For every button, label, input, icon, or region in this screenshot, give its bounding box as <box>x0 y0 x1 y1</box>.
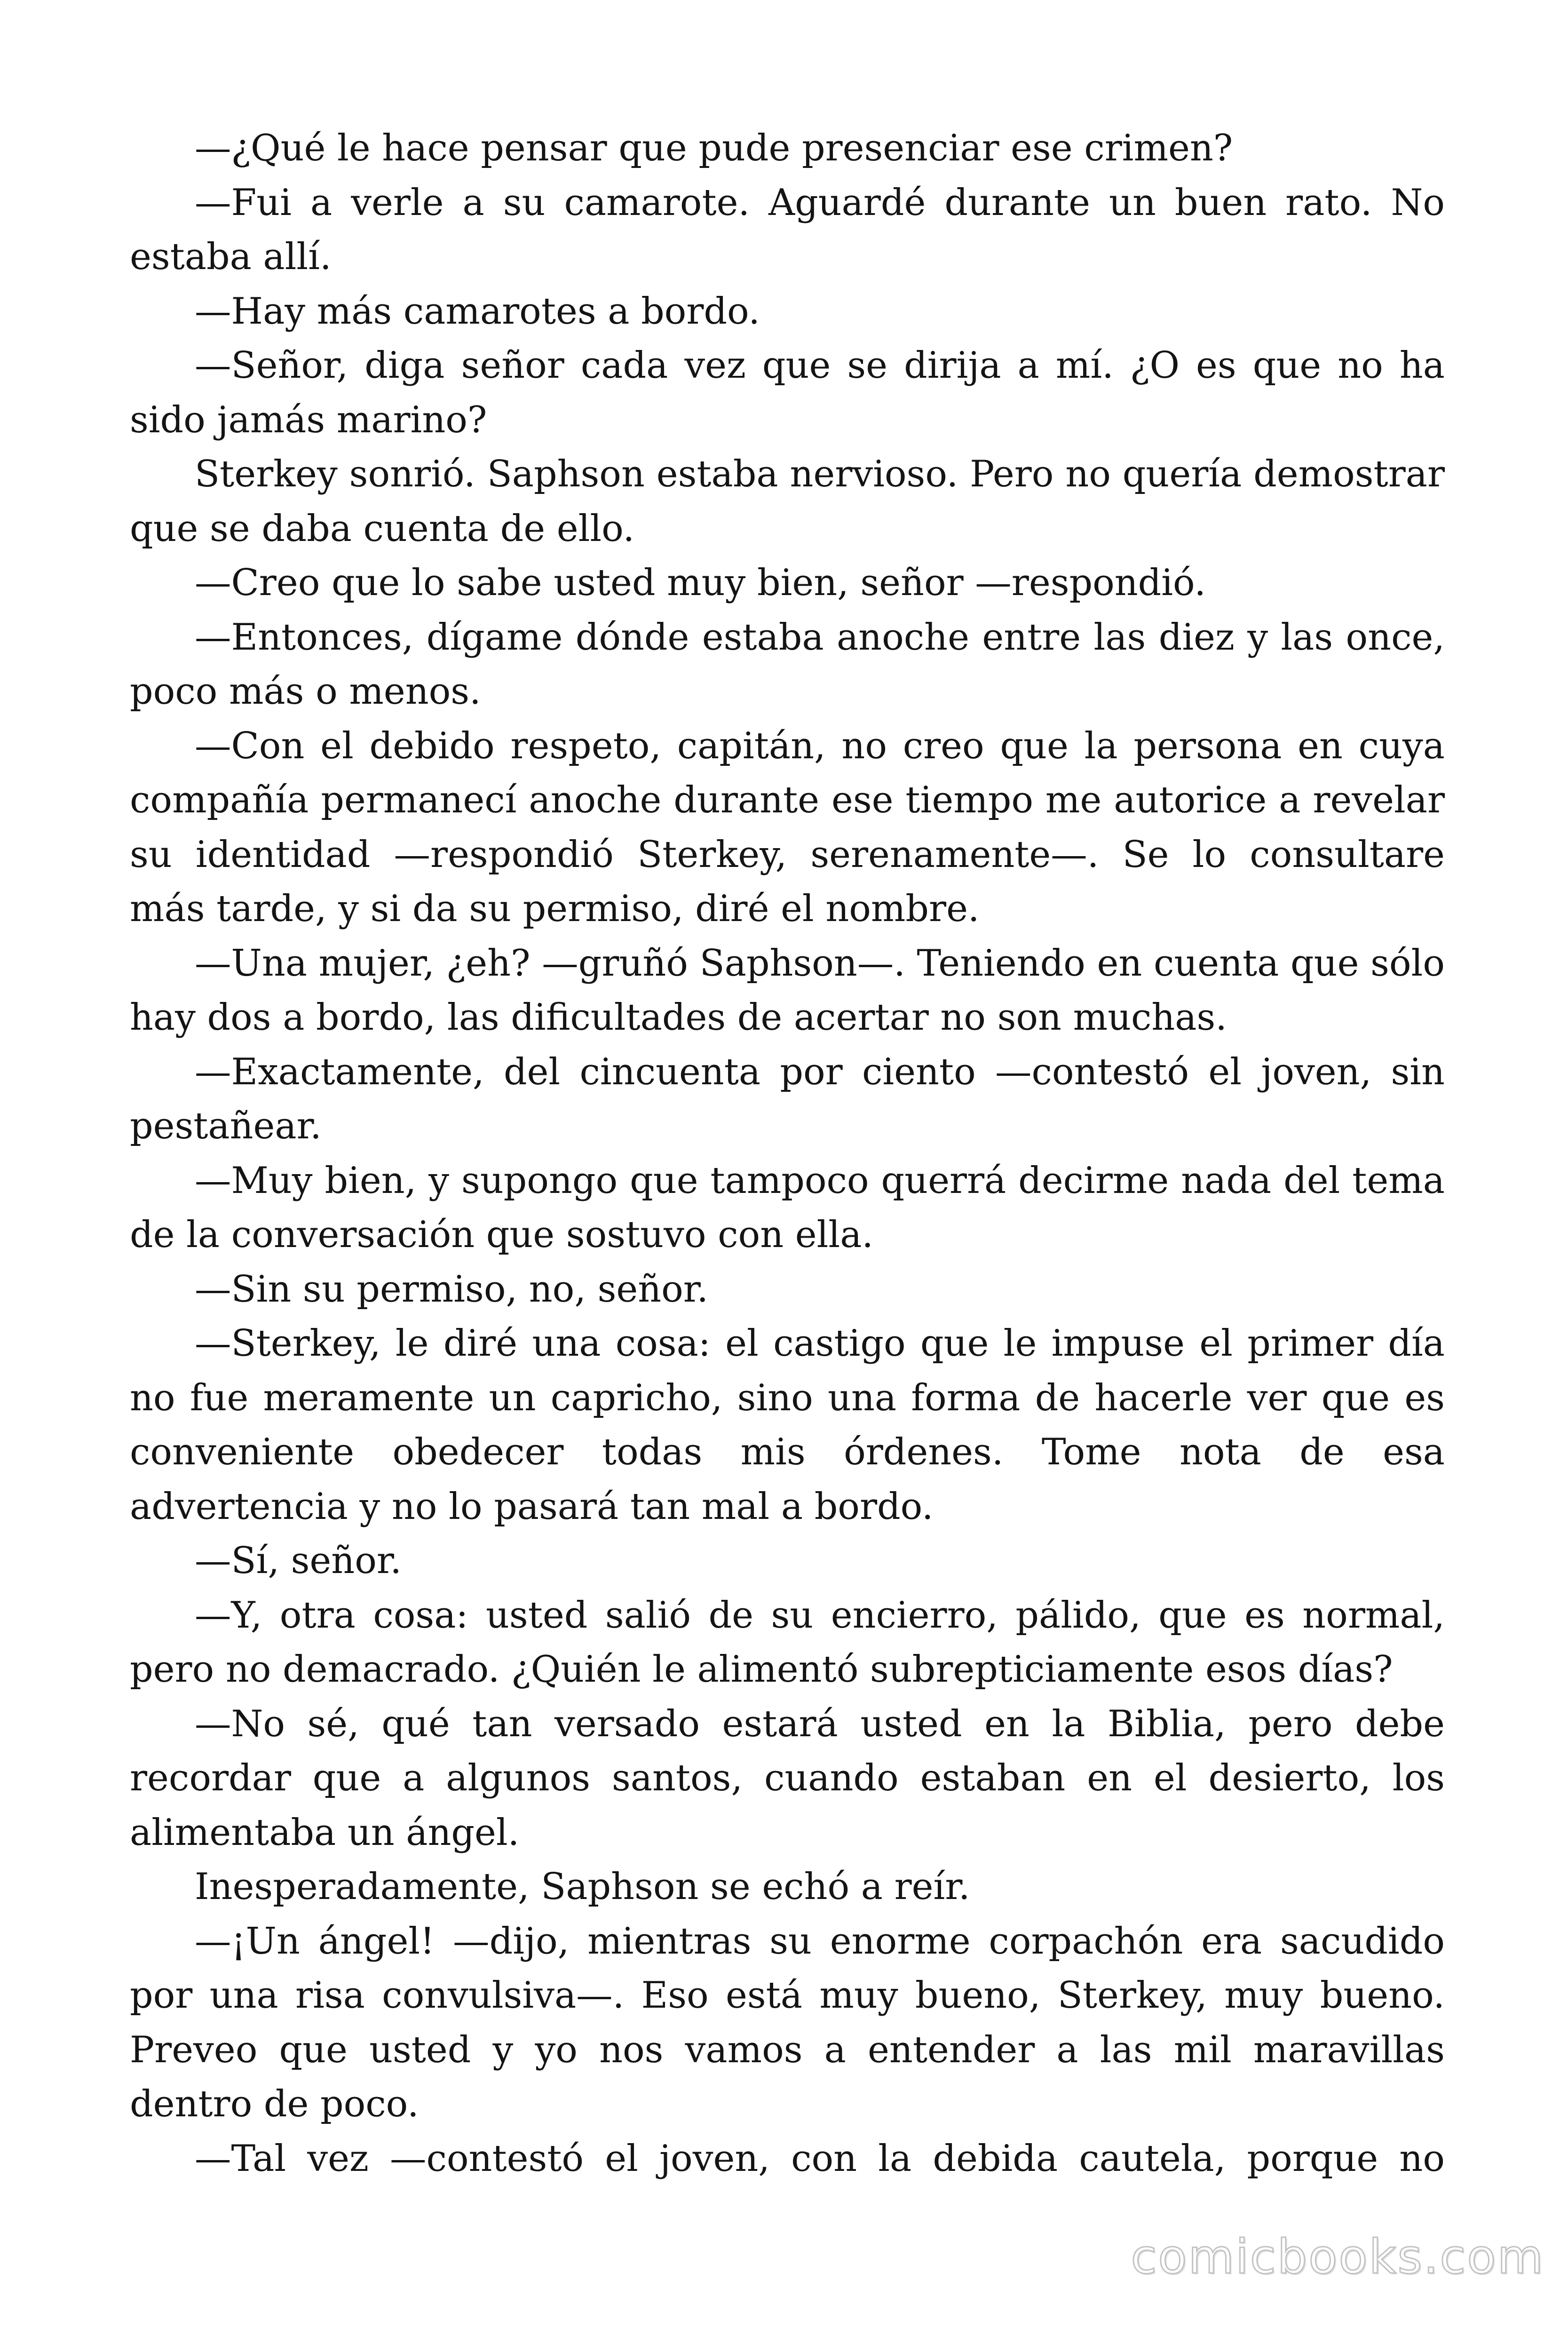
paragraph: —Con el debido respeto, capitán, no creo que la persona en cuya compañía permanecí anoche durante ese tiempo me autorice a revelar su identidad —respondió Sterkey, serenamente—. Se lo consultare más tarde, y si da su permiso, diré el nombre. <box>130 724 1445 930</box>
paragraph: —Exactamente, del cincuenta por ciento —contestó el joven, sin pestañear. <box>130 1050 1445 1147</box>
paragraph: —Sin su permiso, no, señor. <box>195 1268 708 1311</box>
paragraph: —Una mujer, ¿eh? —gruñó Saphson—. Teniendo en cuenta que sólo hay dos a bordo, las dificultades de acertar no son muchas. <box>130 942 1445 1039</box>
paragraph: —Muy bien, y supongo que tampoco querrá decirme nada del tema de la conversación que sostuvo con ella. <box>130 1159 1445 1256</box>
paragraph: —Entonces, dígame dónde estaba anoche entre las diez y las once, poco más o menos. <box>130 616 1445 713</box>
paragraph: —¡Un ángel! —dijo, mientras su enorme corpachón era sacudido por una risa convulsiva—. Eso está muy bueno, Sterkey, muy bueno. Preveo que usted y yo nos vamos a entender a las mil maravillas dentro de poco. <box>130 1920 1445 2125</box>
watermark: comicbooks.com <box>1131 2229 1544 2284</box>
paragraph: —Fui a verle a su camarote. Aguardé durante un buen rato. No estaba allí. <box>130 181 1445 278</box>
paragraph: Sterkey sonrió. Saphson estaba nervioso. Pero no quería demostrar que se daba cuenta de ello. <box>130 453 1445 550</box>
paragraph: —Sí, señor. <box>195 1540 402 1582</box>
paragraph: —Señor, diga señor cada vez que se dirija a mí. ¿O es que no ha sido jamás marino? <box>130 344 1445 441</box>
page-body <box>130 121 1445 2186</box>
paragraph: —No sé, qué tan versado estará usted en la Biblia, pero debe recordar que a algunos santos, cuando estaban en el desierto, los alimentaba un ángel. <box>130 1702 1445 1854</box>
paragraph: —¿Qué le hace pensar que pude presenciar ese crimen? <box>195 127 1233 169</box>
paragraph: Inesperadamente, Saphson se echó a reír. <box>195 1866 970 1908</box>
paragraph: —Y, otra cosa: usted salió de su encierro, pálido, que es normal, pero no demacrado. ¿Quién le alimentó subrepticiamente esos días? <box>130 1594 1445 1691</box>
paragraph: —Sterkey, le diré una cosa: el castigo que le impuse el primer día no fue meramente un capricho, sino una forma de hacerle ver que es conveniente obedecer todas mis órdenes. Tome nota de esa advertencia y no lo pasará tan mal a bordo. <box>130 1322 1445 1528</box>
paragraph-continued: —Tal vez —contestó el joven, con la debida cautela, porque no <box>195 2137 1445 2180</box>
paragraph: —Hay más camarotes a bordo. <box>195 290 760 333</box>
paragraph: —Creo que lo sabe usted muy bien, señor —respondió. <box>195 562 1206 604</box>
